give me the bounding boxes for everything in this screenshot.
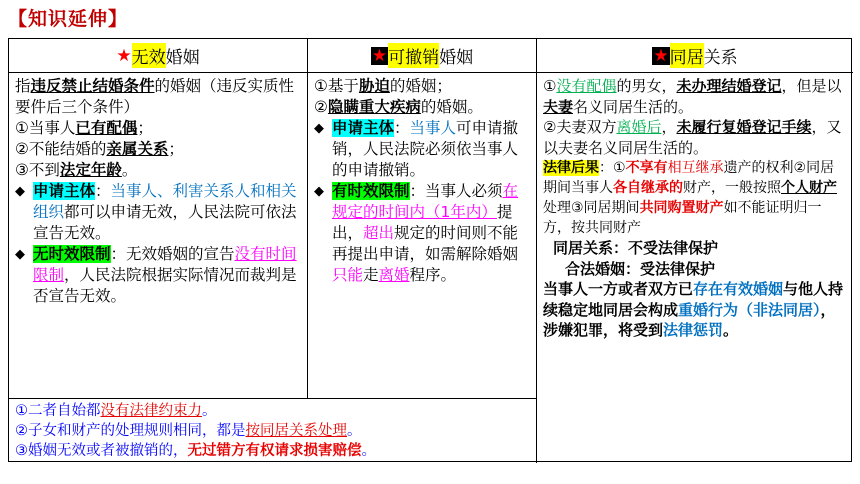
diamond-bullet-icon: ◆ — [314, 184, 324, 199]
condition-2: ②隐瞒重大疾病的婚姻。 — [314, 98, 483, 116]
diamond-bullet-icon: ◆ — [314, 121, 324, 136]
applicant-item: ◆ 申请主体：当事人可申请撤销，人民法院必须依当事人的申请撤销。 — [314, 119, 519, 179]
no-time-limit-item: ◆ 无时效限制：无效婚姻的宣告没有时间限制，人民法院根据实际情况而裁判是否宣告无效。 — [15, 245, 297, 305]
legal-consequences: 法律后果：①不享有相互继承遗产的权利②同居期间当事人各自继承的财产，一般按照个人财产处理③同居期间共同购置财产如不能证明归一方，按共同财产 — [543, 160, 837, 236]
definition: 指违反禁止结婚条件的婚姻（违反实质性要件后三个条件） — [15, 77, 295, 116]
diamond-bullet-icon: ◆ — [15, 184, 25, 199]
bigamy-note: 当事人一方或者双方已存在有效婚姻与他人持续稳定地同居会构成重婚行为（非法同居），涉嫌犯罪，将受到法律惩罚。 — [543, 280, 844, 339]
case-1: ①没有配偶的男女，未办理结婚登记，但是以夫妻名义同居生活的。 — [543, 77, 842, 116]
star-icon: ★ — [653, 45, 669, 66]
note-1: ①二者自始都没有法律约束力。 — [15, 403, 217, 419]
common-notes — [9, 398, 536, 462]
header-invalid-marriage: ★ 无效 婚姻 — [9, 39, 307, 73]
diamond-bullet-icon: ◆ — [15, 247, 25, 262]
condition-2: ②不能结婚的亲属关系； — [15, 140, 184, 158]
cohabitation-protection: 同居关系：不受法律保护 — [553, 239, 719, 257]
legal-marriage-protection: 合法婚姻：受法律保护 — [565, 259, 716, 278]
condition-1: ①当事人已有配偶； — [15, 119, 153, 137]
comparison-table — [8, 38, 852, 462]
invalid-marriage-cell — [9, 74, 307, 398]
header-cohabitation: ★ 同居 关系 — [537, 39, 853, 73]
cohabitation-cell — [537, 74, 853, 463]
applicant-item: ◆ 申请主体：当事人、利害关系人和相关组织都可以申请无效，人民法院可依法宣告无效。 — [15, 182, 297, 242]
case-2: ②夫妻双方离婚后，未履行复婚登记手续，又以夫妻名义同居生活的。 — [543, 118, 842, 157]
time-limit-item: ◆ 有时效限制：当事人必须在规定的时间内（1年内）提出，超出规定的时间则不能再提出申请，如需解除婚姻只能走离婚程序。 — [314, 182, 519, 284]
note-3: ③婚姻无效或者被撤销的，无过错方有权请求损害赔偿。 — [15, 443, 376, 459]
revocable-marriage-cell — [308, 74, 536, 398]
star-icon: ★ — [371, 45, 388, 66]
note-2: ②子女和财产的处理规则相同，都是按同居关系处理。 — [15, 423, 362, 439]
header-revocable-marriage: ★ 可撤销 婚姻 — [308, 39, 536, 73]
condition-1: ①基于胁迫的婚姻； — [314, 77, 452, 95]
star-icon: ★ — [116, 45, 132, 66]
section-title: 【知识延伸】 — [8, 8, 129, 30]
condition-3: ③不到法定年龄。 — [15, 161, 138, 179]
